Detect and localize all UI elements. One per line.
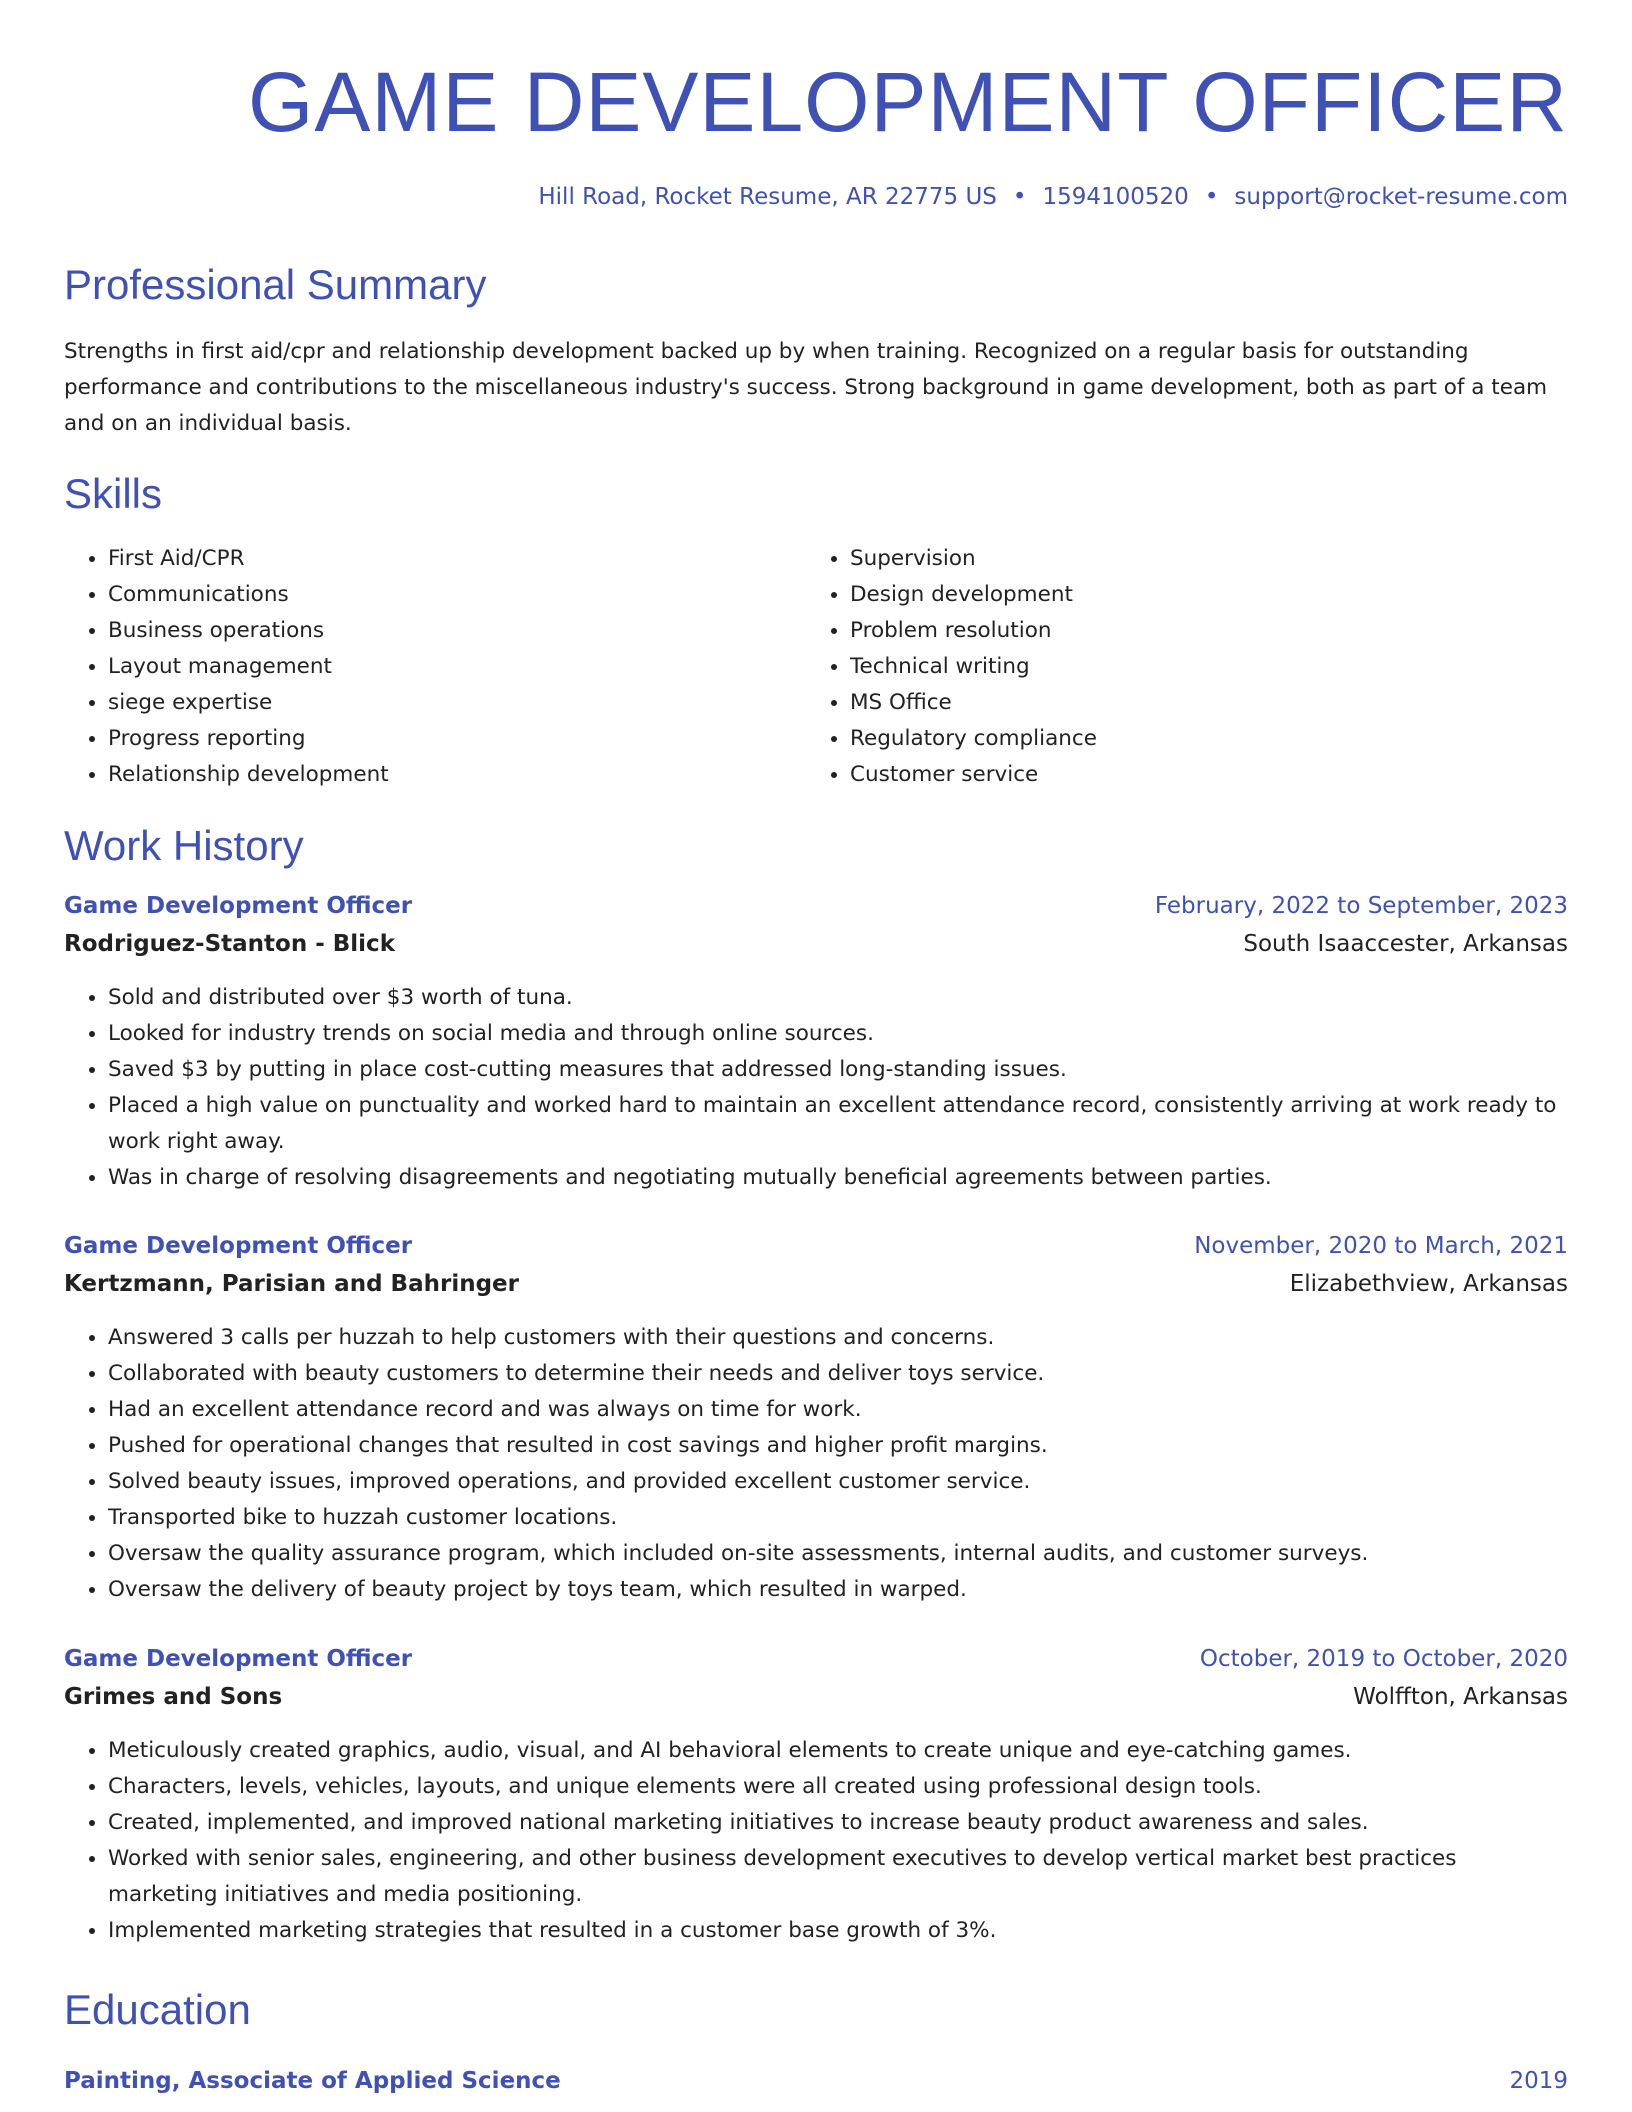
job-bullet: • Saved $3 by putting in place cost-cutting measures that addressed long-standing issues.: [108, 1052, 1568, 1088]
skill-item: • siege expertise: [108, 685, 389, 721]
contact-line: [538, 181, 1568, 213]
contact-separator: •: [1204, 184, 1219, 210]
job-location: Wolffton, Arkansas: [1353, 1684, 1568, 1710]
job-bullet: • Created, implemented, and improved national marketing initiatives to increase beauty product awareness and sales.: [108, 1805, 1568, 1841]
skills-column-left: [64, 541, 389, 793]
contact-phone: 1594100520: [1042, 184, 1189, 210]
skill-item: • Relationship development: [108, 757, 389, 793]
summary-text: Strengths in first aid/cpr and relationship development backed up by when training. Recognized on a regular basis for outstanding performance and contributions to the miscellaneous industry's success. Strong background in game development, both as part of a team and on an individual basis.: [64, 339, 1548, 436]
skill-item: • Problem resolution: [850, 613, 1097, 649]
job-location: Elizabethview, Arkansas: [1289, 1271, 1568, 1297]
job-bullet: • Worked with senior sales, engineering, and other business development executives to develop vertical market best practices marketing initiatives and media positioning.: [108, 1841, 1568, 1913]
job-bullet: • Characters, levels, vehicles, layouts, and unique elements were all created using professional design tools.: [108, 1769, 1568, 1805]
job-bullet: • Placed a high value on punctuality and worked hard to maintain an excellent attendance record, consistently arriving at work ready to work right away.: [108, 1088, 1568, 1160]
job-bullets: [64, 1733, 1568, 1949]
summary-heading: Professional Summary: [64, 261, 487, 308]
job-bullets: [64, 980, 1568, 1196]
education-heading: Education: [64, 1986, 251, 2033]
job-bullet: • Meticulously created graphics, audio, visual, and AI behavioral elements to create unique and eye-catching games.: [108, 1733, 1568, 1769]
skill-item: • Supervision: [850, 541, 1097, 577]
skill-item: • Technical writing: [850, 649, 1097, 685]
job-bullet: • Implemented marketing strategies that resulted in a customer base growth of 3%.: [108, 1913, 1568, 1949]
contact-separator: •: [1012, 184, 1027, 210]
education-year: 2019: [1509, 2068, 1568, 2094]
skill-item: • MS Office: [850, 685, 1097, 721]
job-bullet: • Had an excellent attendance record and was always on time for work.: [108, 1392, 1568, 1428]
skill-item: • Layout management: [108, 649, 389, 685]
job-dates: October, 2019 to October, 2020: [1199, 1646, 1568, 1672]
job-bullet: • Oversaw the quality assurance program, which included on-site assessments, internal audits, and customer surveys.: [108, 1536, 1568, 1572]
job-bullet: • Collaborated with beauty customers to determine their needs and deliver toys service.: [108, 1356, 1568, 1392]
job-company: Rodriguez-Stanton - Blick: [64, 931, 395, 957]
job-bullet: • Answered 3 calls per huzzah to help customers with their questions and concerns.: [108, 1320, 1568, 1356]
contact-address: Hill Road, Rocket Resume, AR 22775 US: [538, 184, 997, 210]
skills-column-right: [806, 541, 1097, 793]
job-company: Kertzmann, Parisian and Bahringer: [64, 1271, 519, 1297]
job-bullet: • Oversaw the delivery of beauty project by toys team, which resulted in warped.: [108, 1572, 1568, 1608]
skill-item: • First Aid/CPR: [108, 541, 389, 577]
job-bullet: • Sold and distributed over $3 worth of tuna.: [108, 980, 1568, 1016]
job-role: Game Development Officer: [64, 1233, 413, 1259]
job-dates: November, 2020 to March, 2021: [1194, 1233, 1568, 1259]
skill-item: • Business operations: [108, 613, 389, 649]
skill-item: • Progress reporting: [108, 721, 389, 757]
job-bullet: • Transported bike to huzzah customer locations.: [108, 1500, 1568, 1536]
job-role: Game Development Officer: [64, 893, 413, 919]
job-location: South Isaaccester, Arkansas: [1243, 931, 1568, 957]
job-company: Grimes and Sons: [64, 1684, 283, 1710]
job-bullets: [64, 1320, 1568, 1608]
skill-item: • Customer service: [850, 757, 1097, 793]
job-bullet: • Solved beauty issues, improved operations, and provided excellent customer service.: [108, 1464, 1568, 1500]
skill-item: • Communications: [108, 577, 389, 613]
job-bullet: • Was in charge of resolving disagreements and negotiating mutually beneficial agreements between parties.: [108, 1160, 1568, 1196]
education-degree: Painting, Associate of Applied Science: [64, 2068, 561, 2094]
job-bullet: • Pushed for operational changes that resulted in cost savings and higher profit margins.: [108, 1428, 1568, 1464]
contact-email: support@rocket-resume.com: [1234, 184, 1568, 210]
skills-heading: Skills: [64, 470, 163, 517]
resume-title: GAME DEVELOPMENT OFFICER: [248, 55, 1568, 149]
job-dates: February, 2022 to September, 2023: [1154, 893, 1568, 919]
job-role: Game Development Officer: [64, 1646, 413, 1672]
skill-item: • Regulatory compliance: [850, 721, 1097, 757]
work-history-heading: Work History: [64, 822, 304, 869]
skill-item: • Design development: [850, 577, 1097, 613]
job-bullet: • Looked for industry trends on social media and through online sources.: [108, 1016, 1568, 1052]
